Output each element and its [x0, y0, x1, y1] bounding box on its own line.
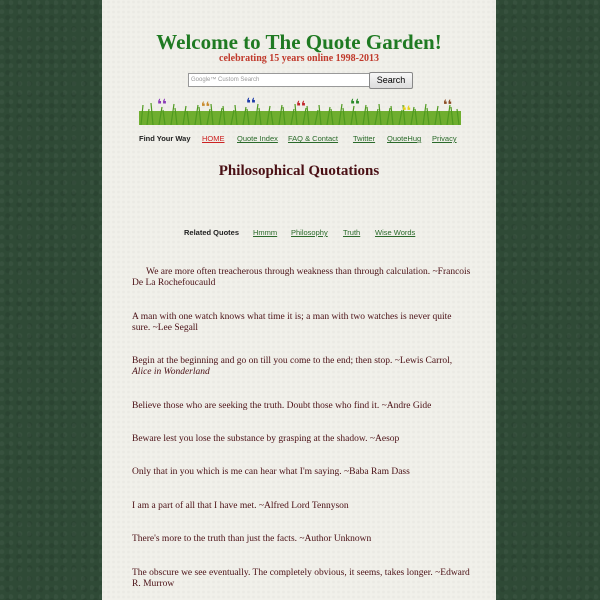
quote-author: ~Lewis Carrol, [394, 356, 453, 366]
quote-item [132, 434, 472, 445]
svg-text:❛❛: ❛❛ [402, 104, 412, 119]
site-subtitle: celebrating 15 years online 1998-2013 [219, 53, 379, 64]
quote-item [132, 267, 472, 289]
svg-text:❛❛: ❛❛ [296, 99, 306, 115]
quote-author: ~Francois De La Rochefoucauld [132, 267, 471, 288]
quote-text: Beware lest you lose the substance by grasping at the shadow. [132, 434, 368, 444]
quote-item [132, 312, 472, 334]
nav-link-privacy[interactable]: Privacy [432, 134, 457, 143]
svg-text:❛❛: ❛❛ [443, 98, 453, 113]
quote-text: Only that in you which is me can hear what I'm saying. [132, 467, 342, 477]
nav-link-faq-contact[interactable]: FAQ & Contact [288, 134, 339, 143]
related-link-truth[interactable]: Truth [343, 228, 361, 237]
nav-link-home[interactable]: HOME [202, 134, 225, 143]
quote-text: A man with one watch knows what time it is; a man with two watches is never quite sure. [132, 312, 452, 333]
quote-item [132, 501, 472, 512]
quote-item [132, 568, 472, 590]
quote-text: Believe those who are seeking the truth. Doubt those who find it. [132, 401, 380, 411]
quote-item [132, 401, 472, 412]
quote-text: The obscure we see eventually. The completely obvious, it seems, takes longer. [132, 568, 433, 578]
nav-link-twitter[interactable]: Twitter [353, 134, 376, 143]
quote-author: ~Edward R. Murrow [132, 568, 470, 589]
svg-text:❛❛: ❛❛ [157, 97, 167, 113]
quote-text: There's more to the truth than just the facts. [132, 534, 298, 544]
quote-source: Alice in Wonderland [132, 367, 210, 377]
quote-author: ~Author Unknown [299, 534, 372, 544]
nav-link-quotehug[interactable]: QuoteHug [387, 134, 422, 143]
grass-banner-image [139, 95, 461, 125]
quote-author: ~Alfred Lord Tennyson [258, 501, 349, 511]
quote-author: ~Lee Segall [152, 323, 199, 333]
nav-bar [102, 134, 496, 146]
quote-item [132, 534, 472, 545]
quote-author: ~Baba Ram Dass [343, 467, 410, 477]
quote-text: We are more often treacherous through weakness than through calculation. [146, 267, 431, 277]
quote-item [132, 467, 472, 478]
svg-text:❛❛: ❛❛ [201, 100, 211, 115]
nav-link-quote-index[interactable]: Quote Index [237, 134, 278, 143]
search-input[interactable]: Google™ Custom Search [188, 73, 370, 87]
quote-item [132, 356, 472, 378]
page-heading: Philosophical Quotations [218, 163, 380, 179]
site-title: Welcome to The Quote Garden! [156, 30, 442, 54]
quote-text: Begin at the beginning and go on till you come to the end; then stop. [132, 356, 393, 366]
find-your-way-label: Find Your Way [139, 134, 191, 143]
svg-text:❛❛: ❛❛ [246, 96, 256, 112]
search-button[interactable]: Search [369, 72, 413, 89]
quote-author: ~Andre Gide [381, 401, 432, 411]
svg-text:❛❛: ❛❛ [350, 97, 360, 113]
related-link-wise-words[interactable]: Wise Words [375, 228, 416, 237]
related-quotes-label: Related Quotes [184, 228, 240, 237]
related-link-hmmm[interactable]: Hmmm [253, 228, 278, 237]
related-link-philosophy[interactable]: Philosophy [291, 228, 328, 237]
related-quotes-bar [102, 228, 496, 240]
quote-text: I am a part of all that I have met. [132, 501, 257, 511]
quote-author: ~Aesop [369, 434, 400, 444]
page-container [102, 0, 496, 600]
